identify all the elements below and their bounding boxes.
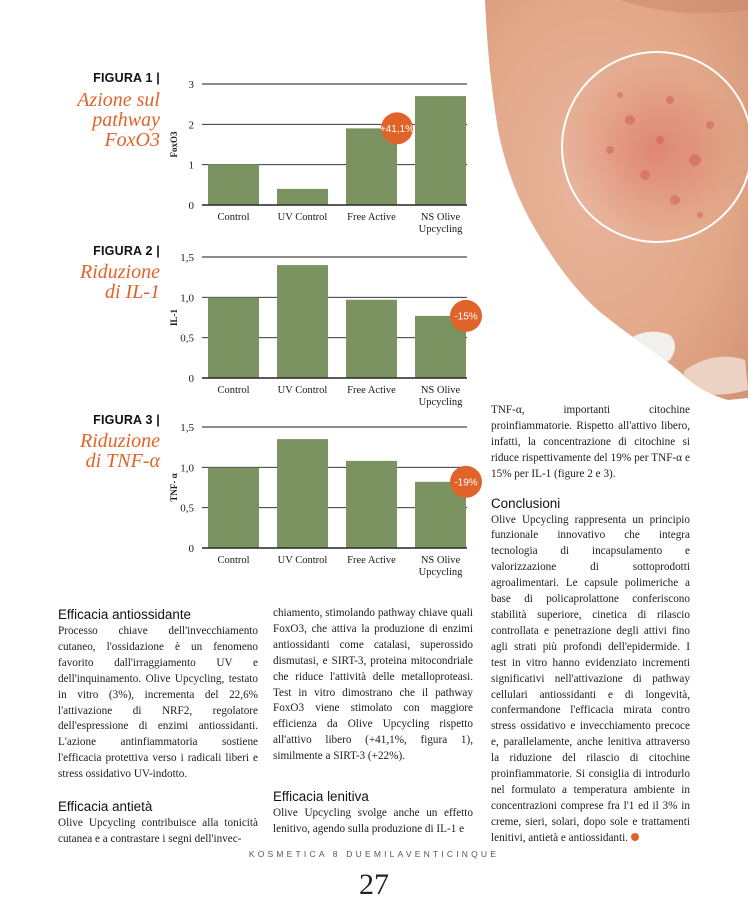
- y-tick-label: 0,5: [180, 502, 194, 515]
- figure-3-title: Riduzione di TNF-α: [80, 430, 160, 472]
- page-number: 27: [359, 868, 389, 901]
- paragraph-conclusioni: Olive Upcycling rappresenta un principio funzionale innovativo che integra tecnologia di incapsulamento e valorizzazione di sottoprodotti agroalimentari. Le capsule polimeriche a base di policaprolattone conferiscono stabilità superiore, cinetica di rilascio controllata e penetrazione degli attivi fino agli strati più profondi dell'epidermide. I test in vitro hanno evidenziato incrementi significativi nell'attivazione di pathway cellulari antiossidanti e di longevità, confermandone l'efficacia mirata contro stress ossidativo e invecchiamento precoce e, parallelamente, anche lenitiva attraverso la riduzione del rilascio di citochine proinfiammatorie. Si consiglia di introdurlo nel formulato a temperatura ambiente in concentrazioni comprese fra l'1 ed il 3% in creme, sieri, solari, dopo sole e trattamenti lenitivi, antietà e antiossidanti.: [491, 513, 690, 844]
- y-tick-label: 1,0: [180, 462, 194, 475]
- paragraph-tnf: TNF-α, importanti citochine proinfiammatorie. Rispetto all'attivo libero, infatti, la concentrazione di citochine si riduce rispettivamente del 19% per TNF-α e 15% per IL-1 (figure 2 e 3).: [491, 404, 690, 480]
- x-tick-label: Control: [217, 385, 250, 396]
- magazine-footer: KOSMETICA 8 DUEMILAVENTICINQUE: [248, 849, 500, 859]
- x-tick-label: NS Olive: [420, 385, 461, 396]
- figure-3-bar-chart: [165, 413, 478, 583]
- section-heading-conclusioni: Conclusioni: [491, 495, 561, 511]
- text-column-3: [491, 403, 690, 847]
- paragraph-foxo3: chiamento, stimolando pathway chiave quali FoxO3, che attiva la produzione di enzimi antiossidanti come catalasi, superossido dismutasi, e SIRT-3, proteina mitocondriale che riduce l'attività delle metalloproteasi. Test in vitro dimostrano che il pathway FoxO3 viene stimolato con maggiore efficienza da Olive Upcycling rispetto all'attivo libero (+41,1%, figura 1), similmente a SIRT-3 (+22%).: [273, 607, 473, 763]
- paragraph-lenitiva: Olive Upcycling svolge anche un effetto lenitivo, agendo sulla produzione di IL-1 e: [273, 807, 473, 835]
- figure-2-label: FIGURA 2 |: [93, 244, 160, 258]
- y-tick-label: 1,5: [180, 252, 194, 264]
- bar: [346, 461, 397, 548]
- text-column-2: [273, 606, 473, 838]
- y-axis-title: FoxO3: [169, 131, 179, 158]
- bar: [277, 265, 328, 378]
- x-tick-label: Free Active: [347, 212, 396, 223]
- section-heading-antiossidante: Efficacia antiossidante: [58, 607, 191, 622]
- x-tick-label: Upcycling: [418, 224, 463, 235]
- x-tick-label: NS Olive: [420, 555, 461, 566]
- percent-badge-label: -19%: [454, 477, 478, 489]
- bar: [208, 165, 259, 205]
- end-mark-icon: [631, 833, 639, 841]
- y-tick-label: 0: [188, 373, 194, 385]
- section-heading-lenitiva: Efficacia lenitiva: [273, 789, 369, 805]
- percent-badge-label: +41,1%: [379, 123, 415, 135]
- bar: [346, 300, 397, 378]
- y-tick-label: 3: [188, 79, 194, 91]
- text-column-1: [58, 606, 258, 848]
- figure-1-bar-chart: [165, 70, 475, 242]
- figure-2-bar-chart: [165, 243, 478, 413]
- x-tick-label: Control: [217, 212, 250, 223]
- face-photo: [470, 0, 748, 400]
- y-tick-label: 1: [188, 159, 194, 172]
- figure-2-title: Riduzione di IL-1: [80, 261, 160, 303]
- y-tick-label: 2: [188, 119, 194, 132]
- y-tick-label: 0: [188, 543, 194, 555]
- x-tick-label: UV Control: [277, 555, 328, 566]
- section-heading-antieta: Efficacia antietà: [58, 799, 153, 815]
- paragraph-antiossidante: Processo chiave dell'invecchiamento cutaneo, l'ossidazione è un fenomeno favorito dall'irraggiamento UV e dell'inquinamento. Olive Upcycling, testato in vitro (3%), incrementa del 22,6% l'attivazione di NRF2, regolatore dell'espressione di enzimi antiossidanti. L'azione antinfiammatoria sostiene l'efficacia protettiva verso i radicali liberi e stress ossidativo UV-indotto.: [58, 625, 258, 781]
- y-tick-label: 0,5: [180, 332, 194, 345]
- paragraph-antieta: Olive Upcycling contribuisce alla tonicità cutanea e a contrastare i segni dell'invec-: [58, 817, 258, 845]
- figure-3-label: FIGURA 3 |: [93, 413, 160, 427]
- x-tick-label: UV Control: [277, 212, 328, 223]
- bar: [415, 96, 466, 205]
- x-tick-label: Free Active: [347, 555, 396, 566]
- y-axis-title: IL-1: [169, 308, 179, 327]
- x-tick-label: Upcycling: [418, 397, 463, 408]
- figure-1-title: Azione sul pathway FoxO3: [77, 89, 160, 151]
- y-tick-label: 0: [188, 200, 194, 212]
- y-tick-label: 1,5: [180, 422, 194, 434]
- bar: [277, 439, 328, 548]
- y-axis-title: TNF- α: [169, 473, 179, 502]
- x-tick-label: Upcycling: [418, 567, 463, 578]
- bar: [277, 189, 328, 205]
- bar: [208, 297, 259, 378]
- x-tick-label: NS Olive: [420, 212, 461, 223]
- percent-badge-label: -15%: [454, 311, 478, 323]
- x-tick-label: UV Control: [277, 385, 328, 396]
- y-tick-label: 1,0: [180, 292, 194, 305]
- x-tick-label: Control: [217, 555, 250, 566]
- x-tick-label: Free Active: [347, 385, 396, 396]
- figure-1-label: FIGURA 1 |: [93, 71, 160, 85]
- bar: [208, 467, 259, 548]
